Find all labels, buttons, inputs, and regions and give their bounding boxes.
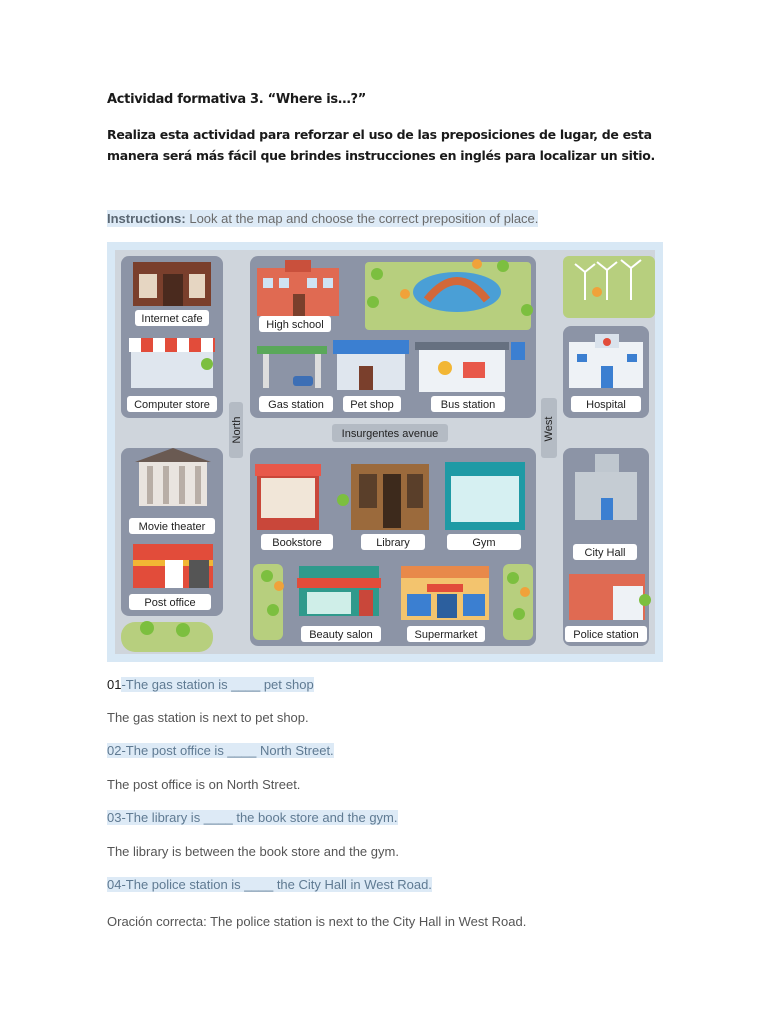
- instructions-label: Instructions:: [107, 211, 186, 226]
- library-label: Library: [376, 537, 410, 549]
- hospital-label: Hospital: [586, 399, 626, 411]
- internet-cafe-label: Internet cafe: [141, 313, 203, 325]
- question-text: 04-The police station is ____ the City Hall in West Road.: [107, 877, 432, 892]
- answer-2: The post office is on North Street.: [107, 777, 301, 792]
- question-number: 01: [107, 677, 122, 692]
- post-office-building: [133, 544, 213, 588]
- west-street-label: West: [542, 416, 555, 442]
- question-4: [107, 877, 432, 892]
- question-3: [107, 810, 398, 825]
- instructions-text: Look at the map and choose the correct preposition of place.: [185, 211, 539, 226]
- supermarket-building: [401, 566, 489, 620]
- avenue-label: Insurgentes avenue: [341, 428, 439, 440]
- question-2: [107, 743, 334, 758]
- city-map-illustration: [107, 242, 663, 662]
- police-station-building: [569, 574, 645, 620]
- high-school-building: [257, 260, 339, 316]
- high-school-label: High school: [266, 319, 324, 331]
- page-title: Actividad formativa 3. “Where is…?”: [107, 92, 367, 107]
- north-street-label: North: [230, 416, 243, 444]
- bus-station-label: Bus station: [440, 399, 496, 411]
- pet-shop-building: [333, 340, 409, 390]
- pet-shop-label: Pet shop: [350, 399, 394, 411]
- hospital-building: [569, 334, 643, 388]
- park-left-bottom: [121, 622, 213, 652]
- police-station-label: Police station: [573, 629, 639, 641]
- post-office-label: Post office: [144, 597, 196, 609]
- gym-label: Gym: [472, 537, 496, 549]
- bookstore-building: [255, 464, 321, 530]
- library-building: [351, 464, 429, 530]
- question-text: 03-The library is ____ the book store and the gym.: [107, 810, 398, 825]
- answer-4: Oración correcta: The police station is next to the City Hall in West Road.: [107, 914, 527, 929]
- instructions: [107, 210, 538, 227]
- gas-station-label: Gas station: [268, 399, 324, 411]
- gym-building: [445, 462, 525, 530]
- city-map: [107, 242, 663, 662]
- movie-theater-label: Movie theater: [138, 521, 206, 533]
- computer-store-label: Computer store: [134, 399, 210, 411]
- bookstore-label: Bookstore: [272, 537, 322, 549]
- question-text: -The gas station is ____ pet shop: [121, 677, 314, 692]
- supermarket-label: Supermarket: [414, 629, 478, 641]
- question-1: [107, 677, 314, 692]
- question-text: 02-The post office is ____ North Street.: [107, 743, 334, 758]
- internet-cafe-building: [133, 262, 211, 306]
- answer-3: The library is between the book store and the gym.: [107, 844, 399, 859]
- beauty-salon-building: [297, 566, 381, 616]
- intro-paragraph: Realiza esta actividad para reforzar el uso de las preposiciones de lugar, de esta manera será más fácil que brindes instrucciones en inglés para localizar un sitio.: [107, 127, 655, 163]
- beauty-salon-label: Beauty salon: [309, 629, 373, 641]
- city-hall-label: City Hall: [584, 547, 626, 559]
- answer-1: The gas station is next to pet shop.: [107, 710, 309, 725]
